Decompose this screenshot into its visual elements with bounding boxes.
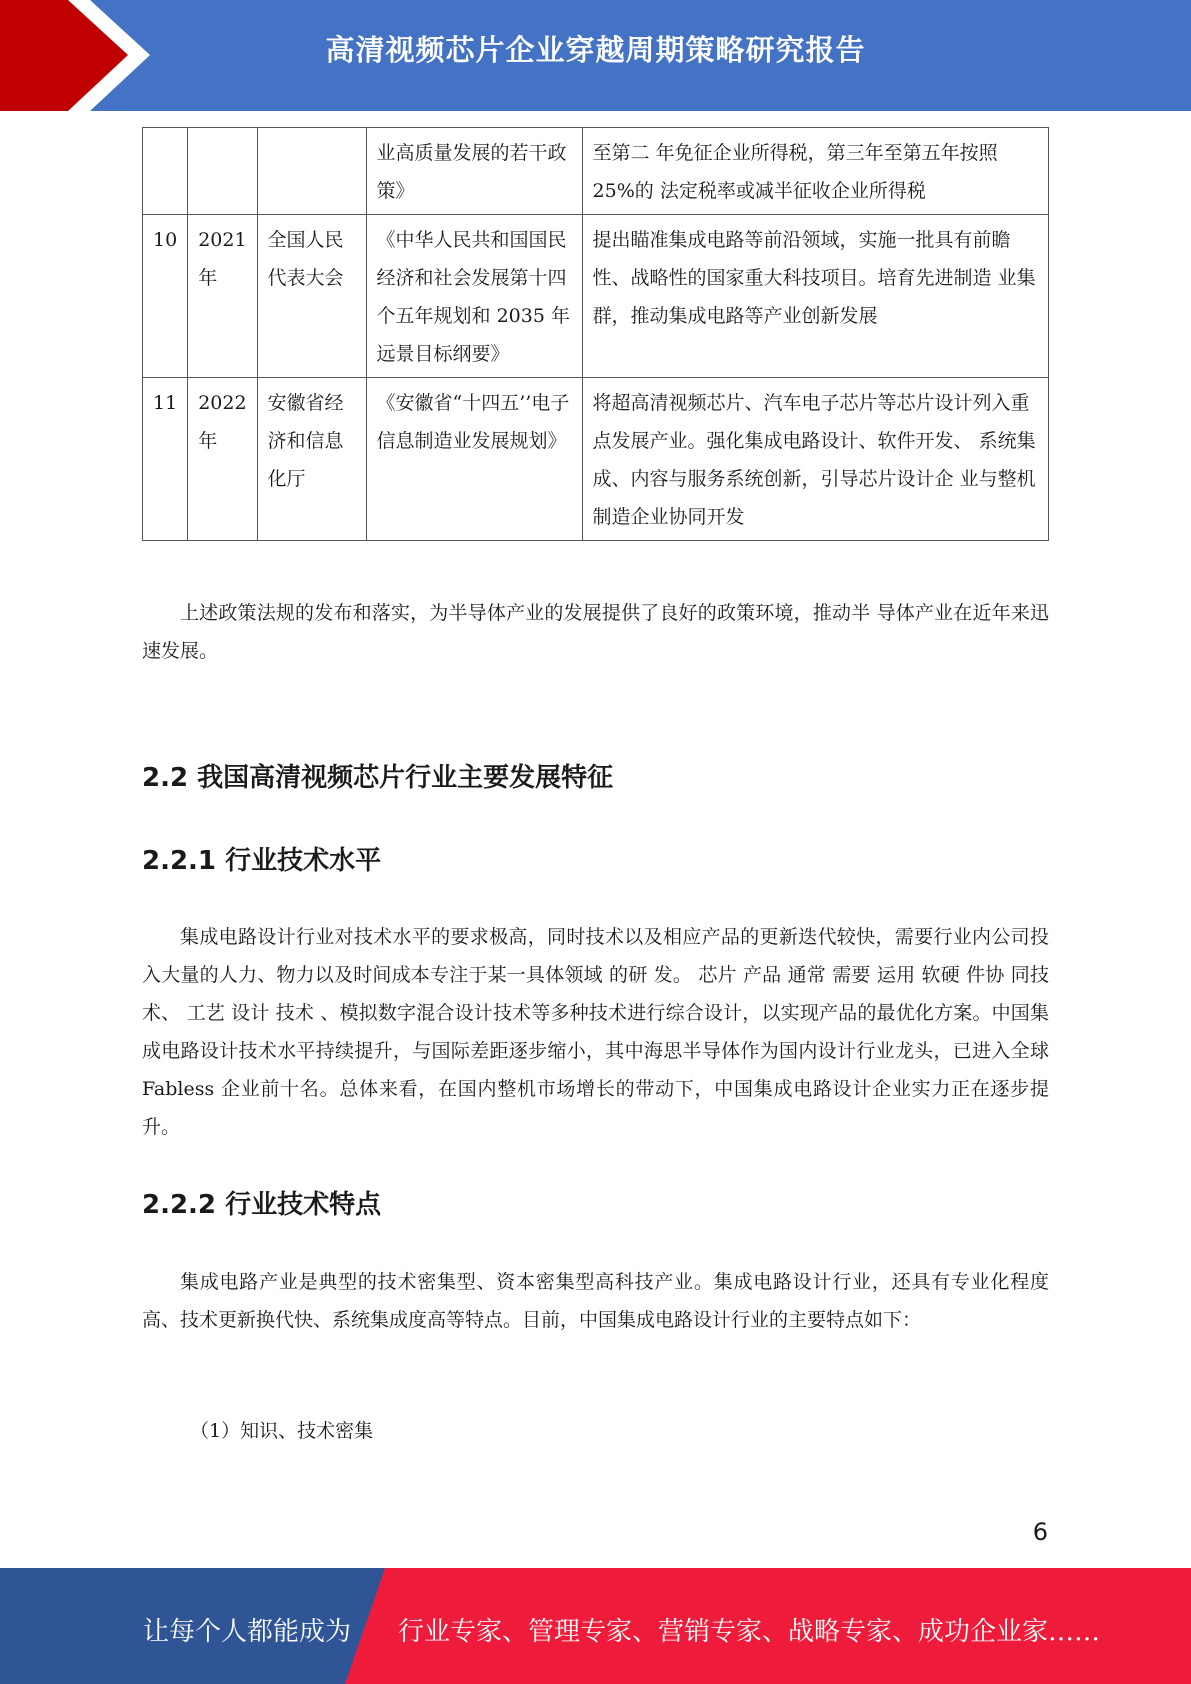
report-title: 高清视频芯片企业穿越周期策略研究报告 xyxy=(325,33,866,67)
page-number: 6 xyxy=(1032,1518,1048,1546)
table-cell-index: 11 xyxy=(143,378,188,541)
table-cell-content: 将超高清视频芯片、汽车电子芯片等芯片设计列入重点发展产业。强化集成电路设计、软件开发、 系统集成、内容与服务系统创新，引导芯片设计企 业与整机制造企业协同开发 xyxy=(582,378,1048,541)
table-cell-policy: 《中华人民共和国国民经济和社会发展第十四个五年规划和 2035 年远景目标纲要》 xyxy=(366,215,582,378)
section-heading-2-2: 2.2 我国高清视频芯片行业主要发展特征 xyxy=(142,763,614,793)
section-heading-2-2-1: 2.2.1 行业技术水平 xyxy=(142,846,382,876)
table-cell-year: 2022 年 xyxy=(188,378,257,541)
tech-level-paragraph: 集成电路设计行业对技术水平的要求极高，同时技术以及相应产品的更新迭代较快，需要行业内公司投入大量的人力、物力以及时间成本专注于某一具体领域 的研 发。 芯片 产品 通常 需要 运用 软硬 件协 同技 术、 工艺 设计 技术 、模拟数字混合设计技术等多种技术进行综合设计，以实现产品的最优化方案。中国集成电路设计技术水平持续提升，与国际差距逐步缩小，其中海思半导体作为国内设计行业龙头，已进入全球 Fabless 企业前十名。总体来看，在国内整机市场增长的带动下，中国集成电路设计企业实力正在逐步提升。 xyxy=(142,926,1049,1138)
page-header xyxy=(0,0,1191,111)
table-cell-content: 提出瞄准集成电路等前沿领域，实施一批具有前瞻性、战略性的国家重大科技项目。培育先进制造 业集群，推动集成电路等产业创新发展 xyxy=(582,215,1048,378)
policy-table xyxy=(142,127,1049,541)
table-cell-policy: 《安徽省“十四五’’电子信息制造业发展规划》 xyxy=(366,378,582,541)
footer-slogan-left: 让每个人都能成为 xyxy=(143,1617,352,1647)
table-cell-policy: 业高质量发展的若干政策》 xyxy=(366,128,582,215)
table-cell-year: 2021 年 xyxy=(188,215,257,378)
table-cell-year xyxy=(188,128,257,215)
table-cell-issuer: 安徽省经济和信息化厅 xyxy=(257,378,366,541)
policy-summary-paragraph: 上述政策法规的发布和落实，为半导体产业的发展提供了良好的政策环境，推动半 导体产业在近年来迅速发展。 xyxy=(142,602,1049,662)
section-heading-2-2-2: 2.2.2 行业技术特点 xyxy=(142,1190,382,1220)
table-row xyxy=(143,378,1049,541)
page-footer xyxy=(0,1568,1191,1684)
table-cell-index: 10 xyxy=(143,215,188,378)
tech-features-paragraph: 集成电路产业是典型的技术密集型、资本密集型高科技产业。集成电路设计行业，还具有专业化程度高、技术更新换代快、系统集成度高等特点。目前，中国集成电路设计行业的主要特点如下： xyxy=(142,1271,1049,1331)
footer-slogan-right: 行业专家、管理专家、营销专家、战略专家、成功企业家…… xyxy=(398,1617,1101,1647)
list-item: （1）知识、技术密集 xyxy=(190,1420,374,1442)
table-cell-index xyxy=(143,128,188,215)
table-cell-issuer: 全国人民代表大会 xyxy=(257,215,366,378)
table-cell-issuer xyxy=(257,128,366,215)
table-row xyxy=(143,128,1049,215)
table-cell-content: 至第二 年免征企业所得税，第三年至第五年按照 25%的 法定税率或减半征收企业所得税 xyxy=(582,128,1048,215)
table-row xyxy=(143,215,1049,378)
